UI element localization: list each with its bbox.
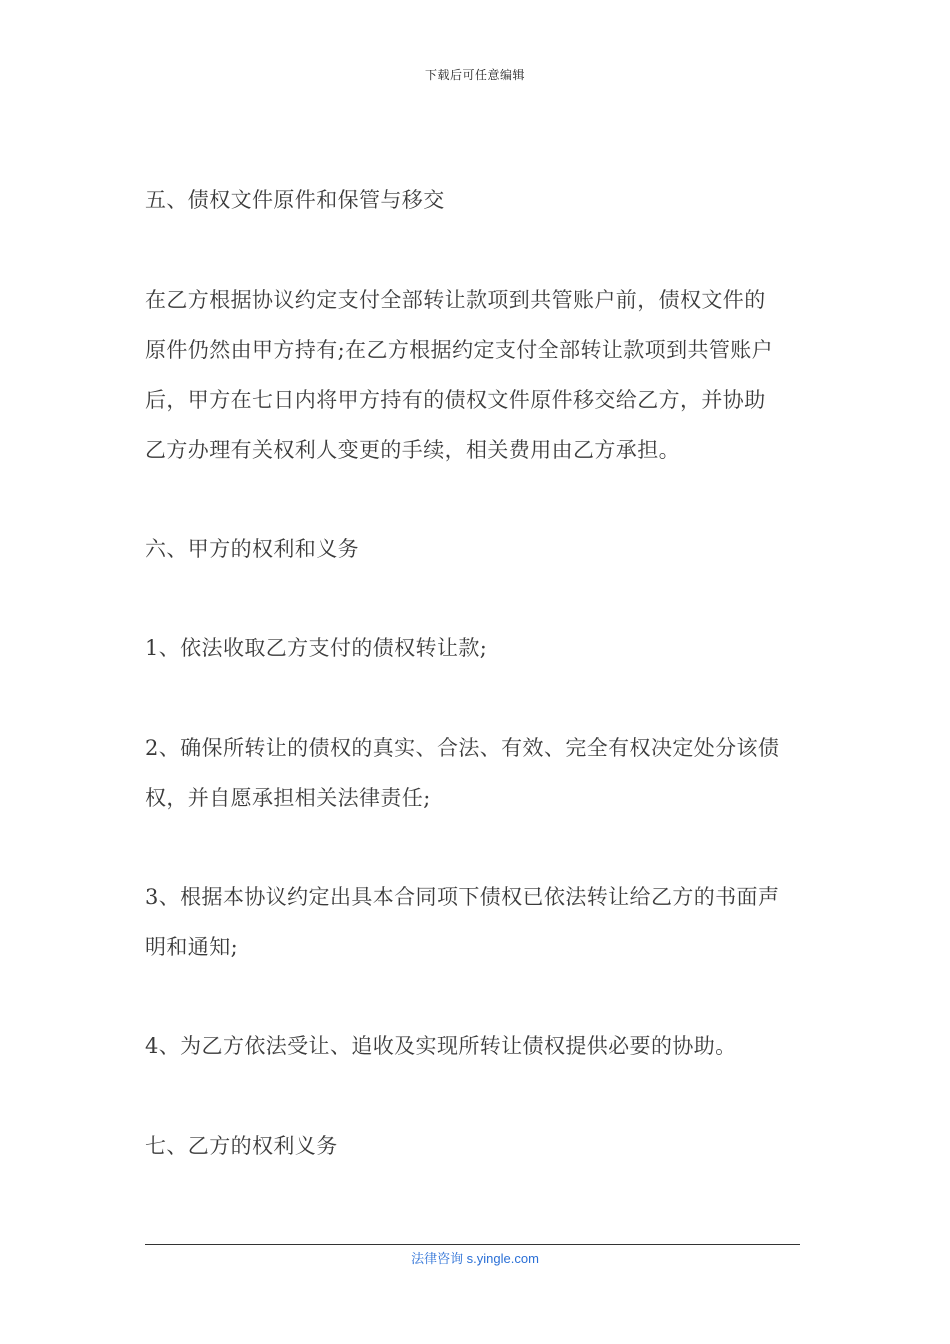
section-heading-7: 七、乙方的权利义务 [145, 1134, 338, 1158]
list-item-4: 4、为乙方依法受让、追收及实现所转让债权提供必要的协助。 [145, 1034, 737, 1058]
list-item-1: 1、依法收取乙方支付的债权转让款; [145, 636, 488, 660]
list-item-2-line: 2、确保所转让的债权的真实、合法、有效、完全有权决定处分该债 [145, 736, 780, 760]
section-heading-6: 六、甲方的权利和义务 [145, 537, 359, 561]
section-heading-5: 五、债权文件原件和保管与移交 [145, 188, 445, 212]
list-item-3-line: 明和通知; [145, 935, 239, 959]
paragraph-line: 在乙方根据协议约定支付全部转让款项到共管账户前，债权文件的 [145, 288, 766, 312]
paragraph-line: 乙方办理有关权利人变更的手续，相关费用由乙方承担。 [145, 438, 680, 462]
paragraph-line: 后，甲方在七日内将甲方持有的债权文件原件移交给乙方，并协助 [145, 388, 766, 412]
page-header: 下载后可任意编辑 [424, 68, 525, 82]
list-item-2-line: 权，并自愿承担相关法律责任; [145, 786, 431, 810]
paragraph-line: 原件仍然由甲方持有;在乙方根据约定支付全部转让款项到共管账户 [145, 338, 774, 362]
footer-link[interactable]: 法律咨询 s.yingle.com [411, 1251, 539, 1266]
footer-divider [145, 1244, 800, 1245]
list-item-3-line: 3、根据本协议约定出具本合同项下债权已依法转让给乙方的书面声 [145, 885, 780, 909]
